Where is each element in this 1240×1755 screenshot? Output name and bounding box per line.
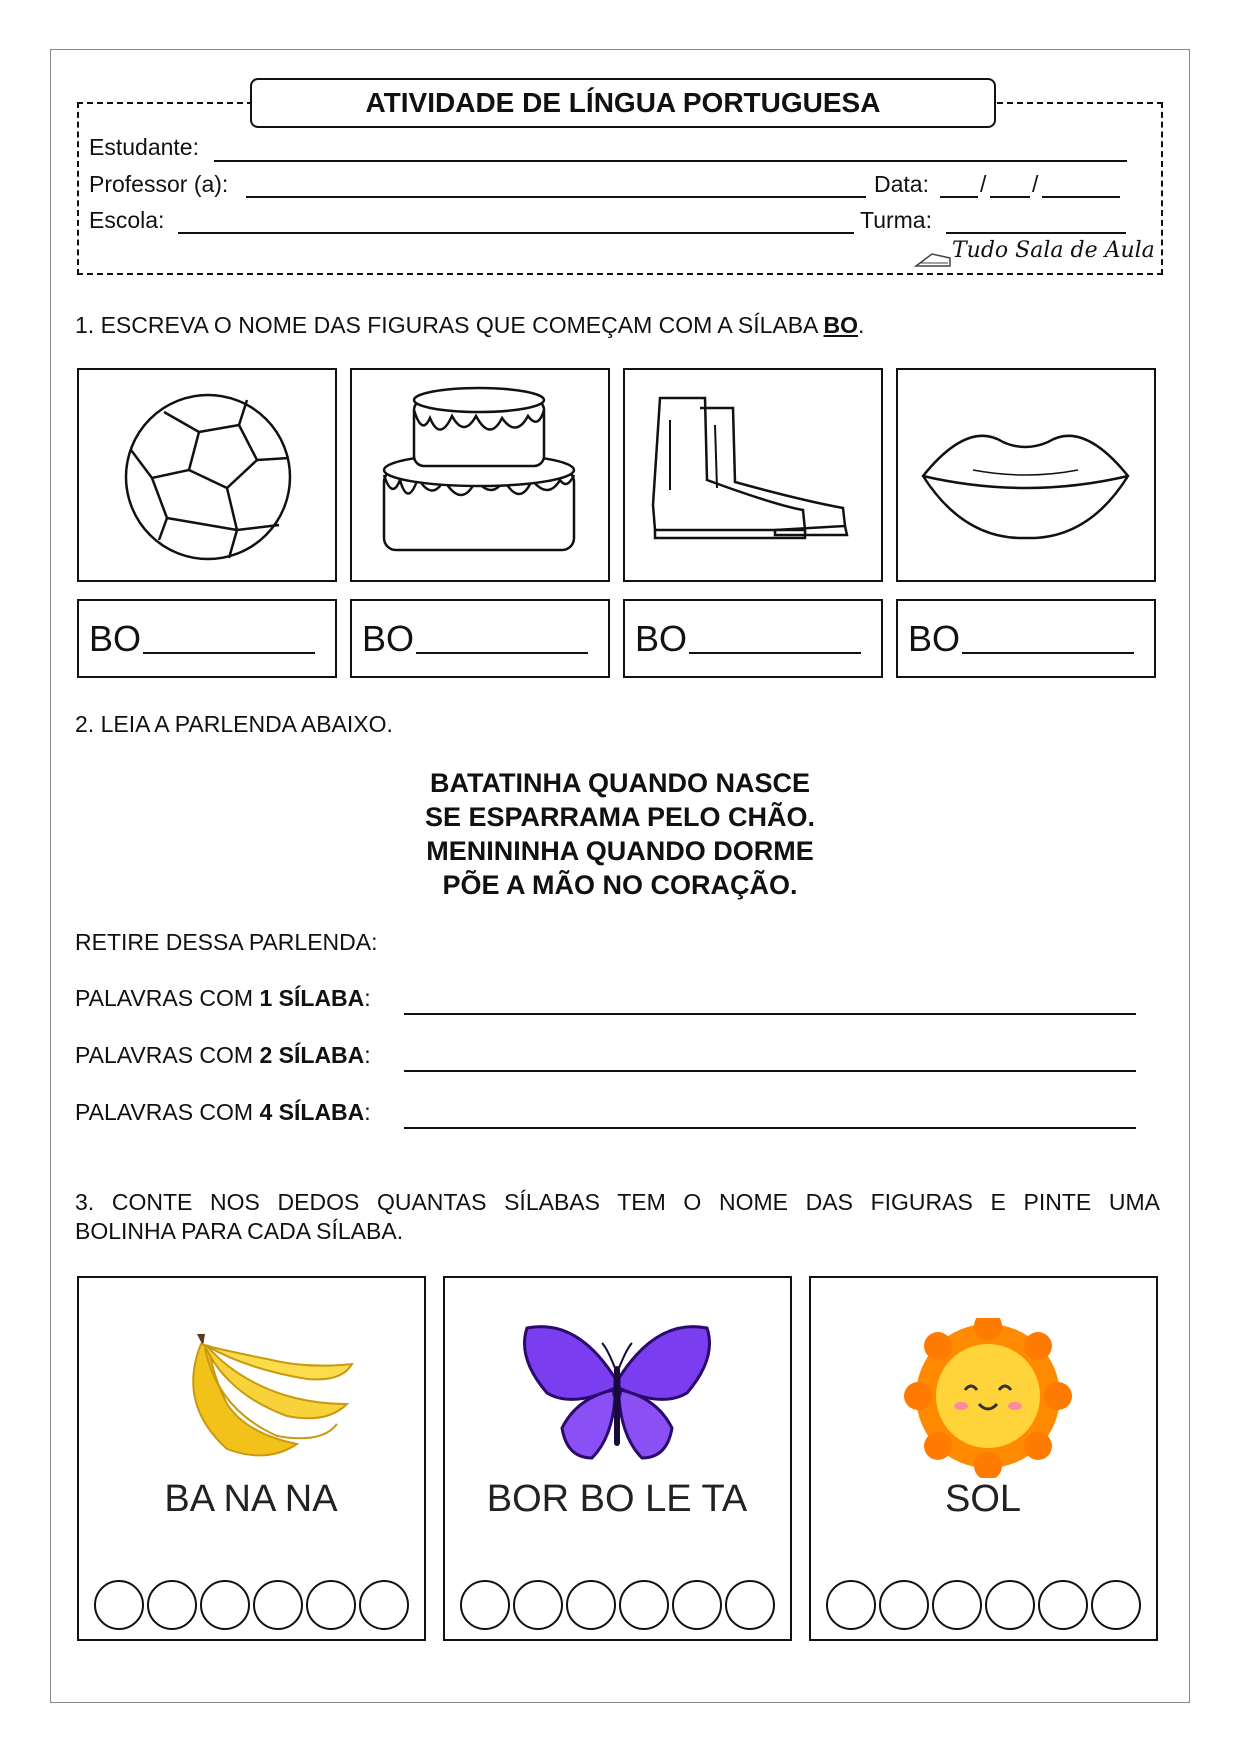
syllable-circle[interactable] [1038,1580,1088,1630]
answer-line[interactable] [143,624,315,654]
page-title: ATIVIDADE DE LÍNGUA PORTUGUESA [250,78,996,128]
student-label: Estudante: [89,134,199,160]
cake-icon [352,370,607,579]
answer-box-1[interactable]: BO [77,599,337,678]
picture-box-4 [896,368,1156,582]
syllable-circle[interactable] [672,1580,722,1630]
target-syllable: BO [823,312,859,338]
answer-box-2[interactable]: BO [350,599,610,678]
syllable-circle[interactable] [1091,1580,1141,1630]
answer-row-2-label: PALAVRAS COM 2 SÍLABA: [75,1042,371,1068]
syllable-circle[interactable] [306,1580,356,1630]
ball-icon [79,370,334,579]
class-field[interactable] [946,232,1126,234]
date-day-field[interactable] [940,196,978,198]
teacher-label: Professor (a): [89,171,229,197]
banana-icon [157,1324,357,1464]
mouth-icon [898,370,1153,579]
syllable-card-1 [77,1276,426,1641]
answer-row-2-line[interactable] [404,1068,1136,1072]
question-3-line-1: 3. CONTE NOS DEDOS QUANTAS SÍLABAS TEM O NOME DAS FIGURAS E PINTE UMA [75,1189,1160,1215]
syllable-circle[interactable] [932,1580,982,1630]
teacher-field[interactable] [246,196,866,198]
syllable-card-2 [443,1276,792,1641]
answer-row-3-line[interactable] [404,1125,1136,1129]
syllable-circle[interactable] [566,1580,616,1630]
brand-logo: Tudo Sala de Aula [952,238,1155,263]
picture-box-1 [77,368,337,582]
syllable-label: BOR BO LE TA [486,1478,748,1520]
student-field[interactable] [214,160,1127,162]
answer-line[interactable] [962,624,1134,654]
syllable-circle[interactable] [460,1580,510,1630]
boots-icon [625,370,880,579]
syllable-circle[interactable] [513,1580,563,1630]
syllable-circle[interactable] [147,1580,197,1630]
syllable-circle[interactable] [725,1580,775,1630]
school-label: Escola: [89,207,165,233]
answer-row-1-label: PALAVRAS COM 1 SÍLABA: [75,985,371,1011]
syllable-card-3 [809,1276,1158,1641]
class-label: Turma: [860,207,932,233]
syllable-circle[interactable] [826,1580,876,1630]
picture-box-3 [623,368,883,582]
answer-line[interactable] [689,624,861,654]
date-separator: / [980,171,987,197]
instruction: RETIRE DESSA PARLENDA: [75,929,378,955]
picture-box-2 [350,368,610,582]
question-1: 1. ESCREVA O NOME DAS FIGURAS QUE COMEÇAM COM A SÍLABA BO. [75,312,865,338]
question-3-line-2: BOLINHA PARA CADA SÍLABA. [75,1218,404,1244]
circle-row [811,1580,1155,1630]
answer-row-3-label: PALAVRAS COM 4 SÍLABA: [75,1099,371,1125]
question-2: 2. LEIA A PARLENDA ABAIXO. [75,711,393,737]
date-month-field[interactable] [990,196,1030,198]
answer-row-1-line[interactable] [404,1011,1136,1015]
book-icon [914,244,954,270]
poem: BATATINHA QUANDO NASCE SE ESPARRAMA PELO CHÃO. MENININHA QUANDO DORME PÕE A MÃO NO CORAÇÃO. [424,768,816,900]
butterfly-icon [517,1318,717,1468]
syllable-circle[interactable] [200,1580,250,1630]
answer-box-3[interactable]: BO [623,599,883,678]
syllable-circle[interactable] [879,1580,929,1630]
syllable-label: BA NA NA [164,1478,338,1520]
syllable-circle[interactable] [253,1580,303,1630]
syllable-circle[interactable] [619,1580,669,1630]
syllable-circle[interactable] [94,1580,144,1630]
school-field[interactable] [178,232,854,234]
sun-icon [903,1318,1073,1478]
answer-box-4[interactable]: BO [896,599,1156,678]
syllable-circle[interactable] [985,1580,1035,1630]
circle-row [79,1580,423,1630]
date-year-field[interactable] [1042,196,1120,198]
answer-line[interactable] [416,624,588,654]
syllable-circle[interactable] [359,1580,409,1630]
date-label: Data: [874,171,929,197]
circle-row [445,1580,789,1630]
date-separator: / [1032,171,1039,197]
syllable-label: SOL [944,1478,1022,1520]
